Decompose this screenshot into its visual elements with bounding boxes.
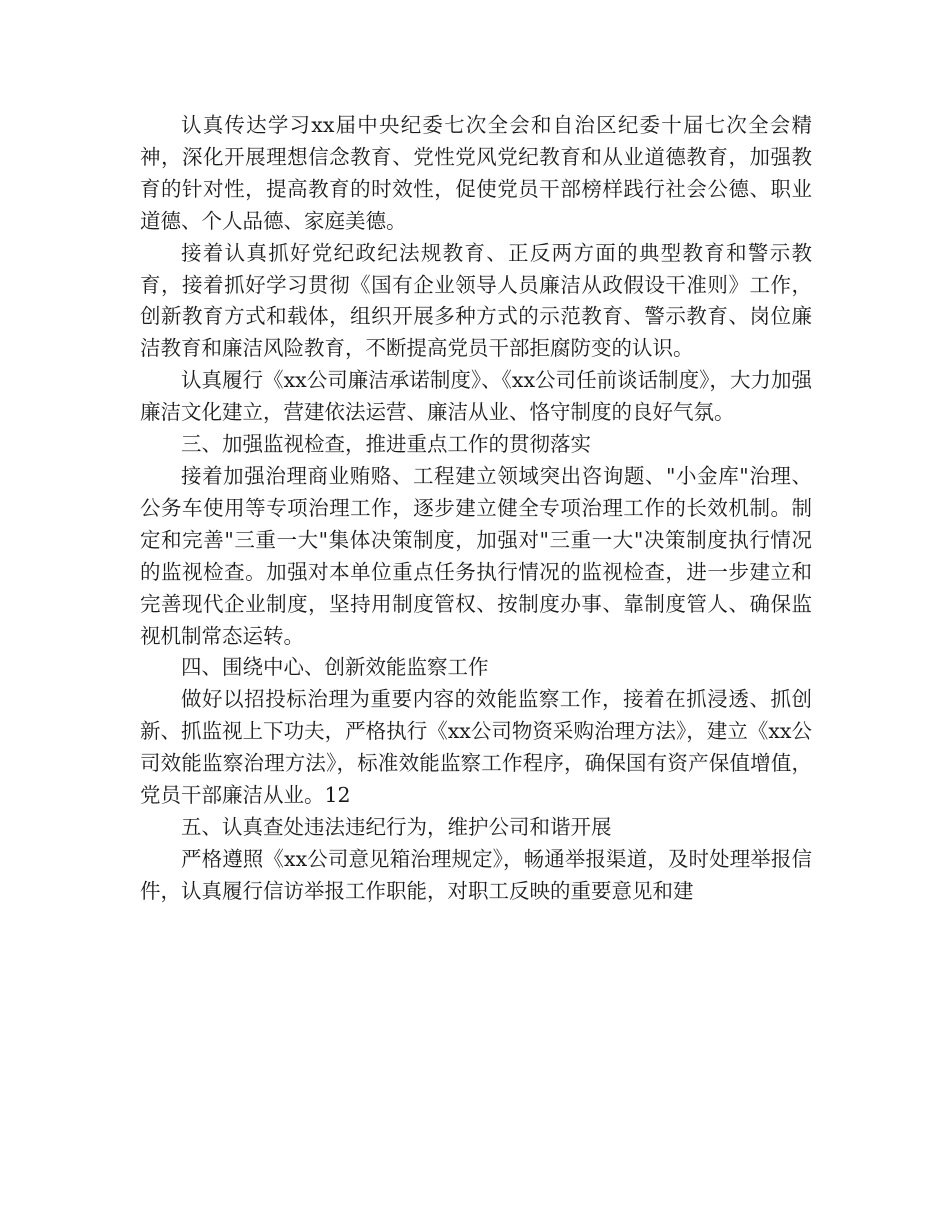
section-heading-4: 四、围绕中心、创新效能监察工作 bbox=[181, 655, 489, 680]
paragraph-integrity-culture: 认真履行《xx公司廉洁承诺制度》、《xx公司任前谈话制度》，大力加强廉洁文化建立，营建依法运营、廉洁从业、恪守制度的良好气氛。 bbox=[140, 368, 812, 425]
section-heading-5: 五、认真查处违法违纪行为，维护公司和谐开展 bbox=[181, 814, 612, 839]
paragraph-education: 认真传达学习xx届中央纪委七次全会和自治区纪委十届七次全会精神，深化开展理想信念教育、党性党风党纪教育和从业道德教育，加强教育的针对性，提高教育的时效性，促使党员干部榜样践行社会公德、职业道德、个人品德、家庭美德。 bbox=[140, 113, 812, 233]
paragraph-efficiency-supervision: 做好以招投标治理为重要内容的效能监察工作，接着在抓浸透、抓创新、抓监视上下功夫，严格执行《xx公司物资采购治理方法》，建立《xx公司效能监察治理方法》，标准效能监察工作程序，确保国有资产保值增值，党员干部廉洁从业。12 bbox=[140, 687, 812, 808]
paragraph-warning-education: 接着认真抓好党纪政纪法规教育、正反两方面的典型教育和警示教育，接着抓好学习贯彻《国有企业领导人员廉洁从政假设干准则》工作，创新教育方式和载体，组织开展多种方式的示范教育、警示教育、岗位廉洁教育和廉洁风险教育，不断提高党员干部拒腐防变的认识。 bbox=[140, 240, 812, 361]
paragraph-special-governance: 接着加强治理商业贿赂、工程建立领域突出咨询题、"小金库"治理、公务车使用等专项治理工作，逐步建立健全专项治理工作的长效机制。制定和完善"三重一大"集体决策制度，加强对"三重一大"决策制度执行情况的监视检查。加强对本单位重点任务执行情况的监视检查，进一步建立和完善现代企业制度，坚持用制度管权、按制度办事、靠制度管人、确保监视机制常态运转。 bbox=[140, 463, 812, 648]
document-body bbox=[140, 110, 812, 908]
section-heading-3: 三、加强监视检查，推进重点工作的贯彻落实 bbox=[181, 432, 591, 457]
paragraph-suggestion-box: 严格遵照《xx公司意见箱治理规定》，畅通举报渠道，及时处理举报信件，认真履行信访举报工作职能，对职工反映的重要意见和建 bbox=[140, 846, 812, 903]
